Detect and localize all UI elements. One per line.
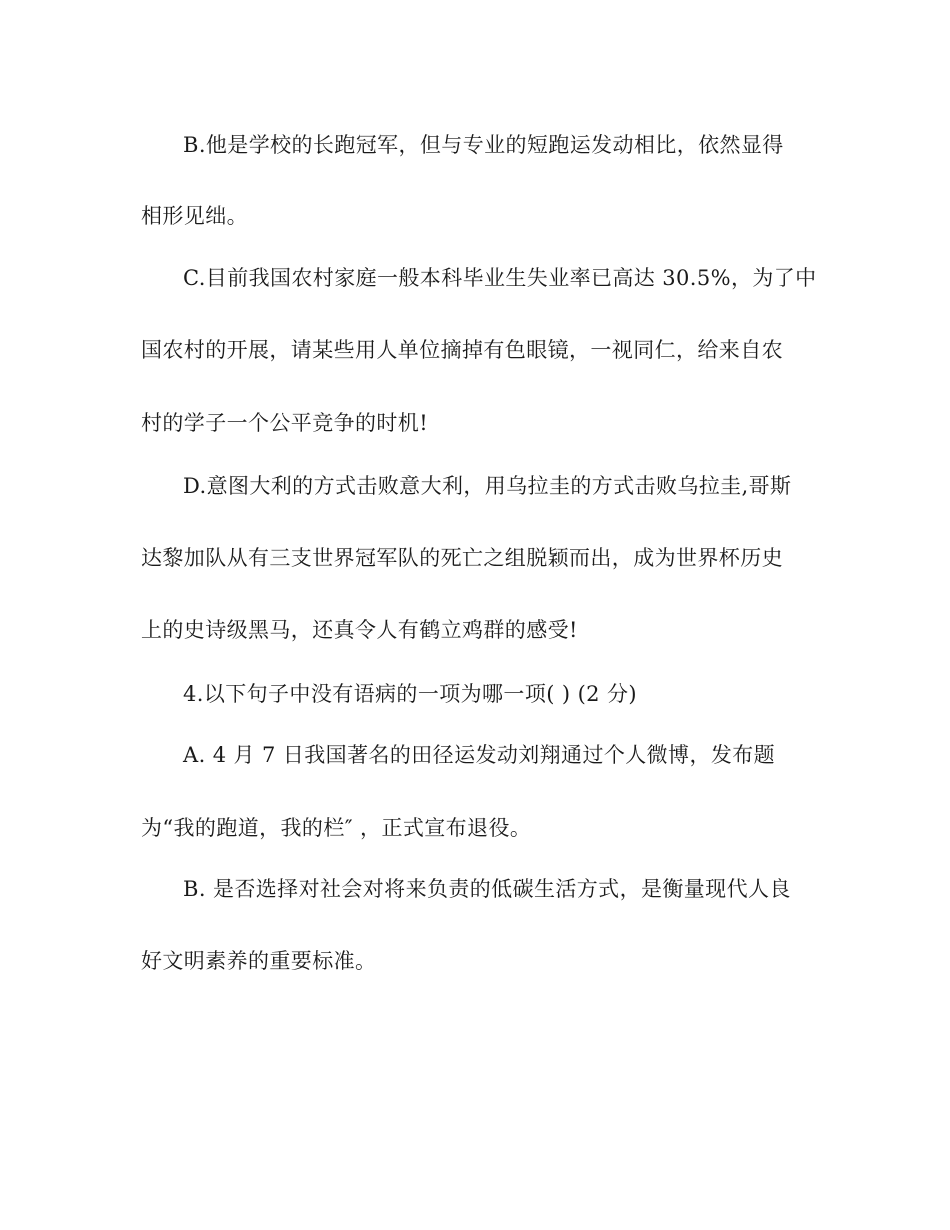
q4-option-a-line-2: 为“我的跑道，我的栏″ ，正式宣布退役。 bbox=[141, 816, 532, 840]
q4-option-b-line-2: 好文明素养的重要标准。 bbox=[141, 949, 377, 973]
q4-option-a-line-1: A. 4 月 7 日我国著名的田径运发动刘翔通过个人微博，发布题 bbox=[183, 743, 776, 767]
option-d-line-3: 上的史诗级黑马，还真令人有鹤立鸡群的感受! bbox=[141, 618, 578, 642]
q4-option-b-line-1: B. 是否选择对社会对将来负责的低碳生活方式，是衡量现代人良 bbox=[183, 877, 791, 901]
option-c-line-2: 国农村的开展，请某些用人单位摘掉有色眼镜，一视同仁，给来自农 bbox=[141, 338, 783, 362]
option-c-line-1: C.目前我国农村家庭一般本科毕业生失业率已高达 30.5%，为了中 bbox=[183, 266, 817, 290]
option-c-line-3: 村的学子一个公平竞争的时机! bbox=[141, 411, 429, 435]
option-b-line-1: B.他是学校的长跑冠军，但与专业的短跑运发动相比，依然显得 bbox=[183, 133, 784, 157]
option-d-line-2: 达黎加队从有三支世界冠军队的死亡之组脱颖而出，成为世界杯历史 bbox=[141, 546, 783, 570]
question-4-line: 4.以下句子中没有语病的一项为哪一项( ) (2 分) bbox=[183, 682, 637, 706]
option-d-line-1: D.意图大利的方式击败意大利，用乌拉圭的方式击败乌拉圭,哥斯 bbox=[183, 474, 792, 498]
option-b-line-2: 相形见绌。 bbox=[141, 204, 248, 228]
